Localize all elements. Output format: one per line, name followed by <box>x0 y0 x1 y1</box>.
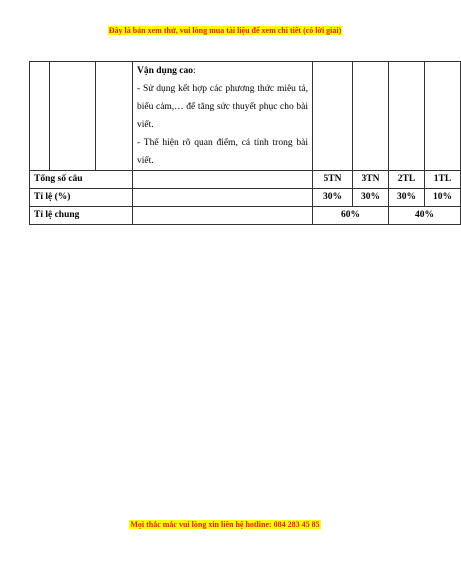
percent-value-cell: 10% <box>425 189 461 207</box>
level-heading: Vận dụng cao: <box>137 66 196 76</box>
hotline-notice-text: Mọi thắc mắc vui lòng xin liên hệ hotline: 084 283 45 85 <box>130 520 320 529</box>
content-line-1: - Sử dụng kết hợp các phương thức miêu tả, biểu cảm,… để tăng sức thuyết phục cho bài viết. <box>137 84 308 130</box>
overall-value-cell: 60% <box>313 207 389 225</box>
table-cell <box>96 62 133 171</box>
total-value-cell: 3TN <box>353 171 389 189</box>
content-description-cell <box>133 62 313 171</box>
table-row-percent <box>30 189 461 207</box>
percent-value-cell: 30% <box>389 189 425 207</box>
total-value-cell: 1TL <box>425 171 461 189</box>
table-cell <box>50 62 96 171</box>
percent-value-cell: 30% <box>353 189 389 207</box>
table-cell <box>30 62 50 171</box>
assessment-matrix-table <box>29 61 461 225</box>
table-cell <box>389 62 425 171</box>
overall-value-cell: 40% <box>389 207 461 225</box>
overall-label-cell: Tỉ lệ chung <box>30 207 133 225</box>
content-line-2: - Thể hiện rõ quan điểm, cá tính trong bài viết. <box>137 138 308 166</box>
table-row-total <box>30 171 461 189</box>
total-label-cell: Tổng số câu <box>30 171 133 189</box>
table-cell <box>133 207 313 225</box>
table-row-content <box>30 62 461 171</box>
hotline-notice-banner <box>0 520 450 530</box>
total-value-cell: 2TL <box>389 171 425 189</box>
total-value-cell: 5TN <box>313 171 353 189</box>
table-cell <box>133 189 313 207</box>
table-cell <box>353 62 389 171</box>
preview-notice-text: Đây là bản xem thử, vui lòng mua tài liệu để xem chi tiết (có lời giải) <box>108 26 342 35</box>
table-row-overall <box>30 207 461 225</box>
percent-value-cell: 30% <box>313 189 353 207</box>
table-cell <box>425 62 461 171</box>
percent-label-cell: Tỉ lệ (%) <box>30 189 133 207</box>
table-cell <box>133 171 313 189</box>
table-cell <box>313 62 353 171</box>
preview-notice-banner <box>0 26 450 36</box>
